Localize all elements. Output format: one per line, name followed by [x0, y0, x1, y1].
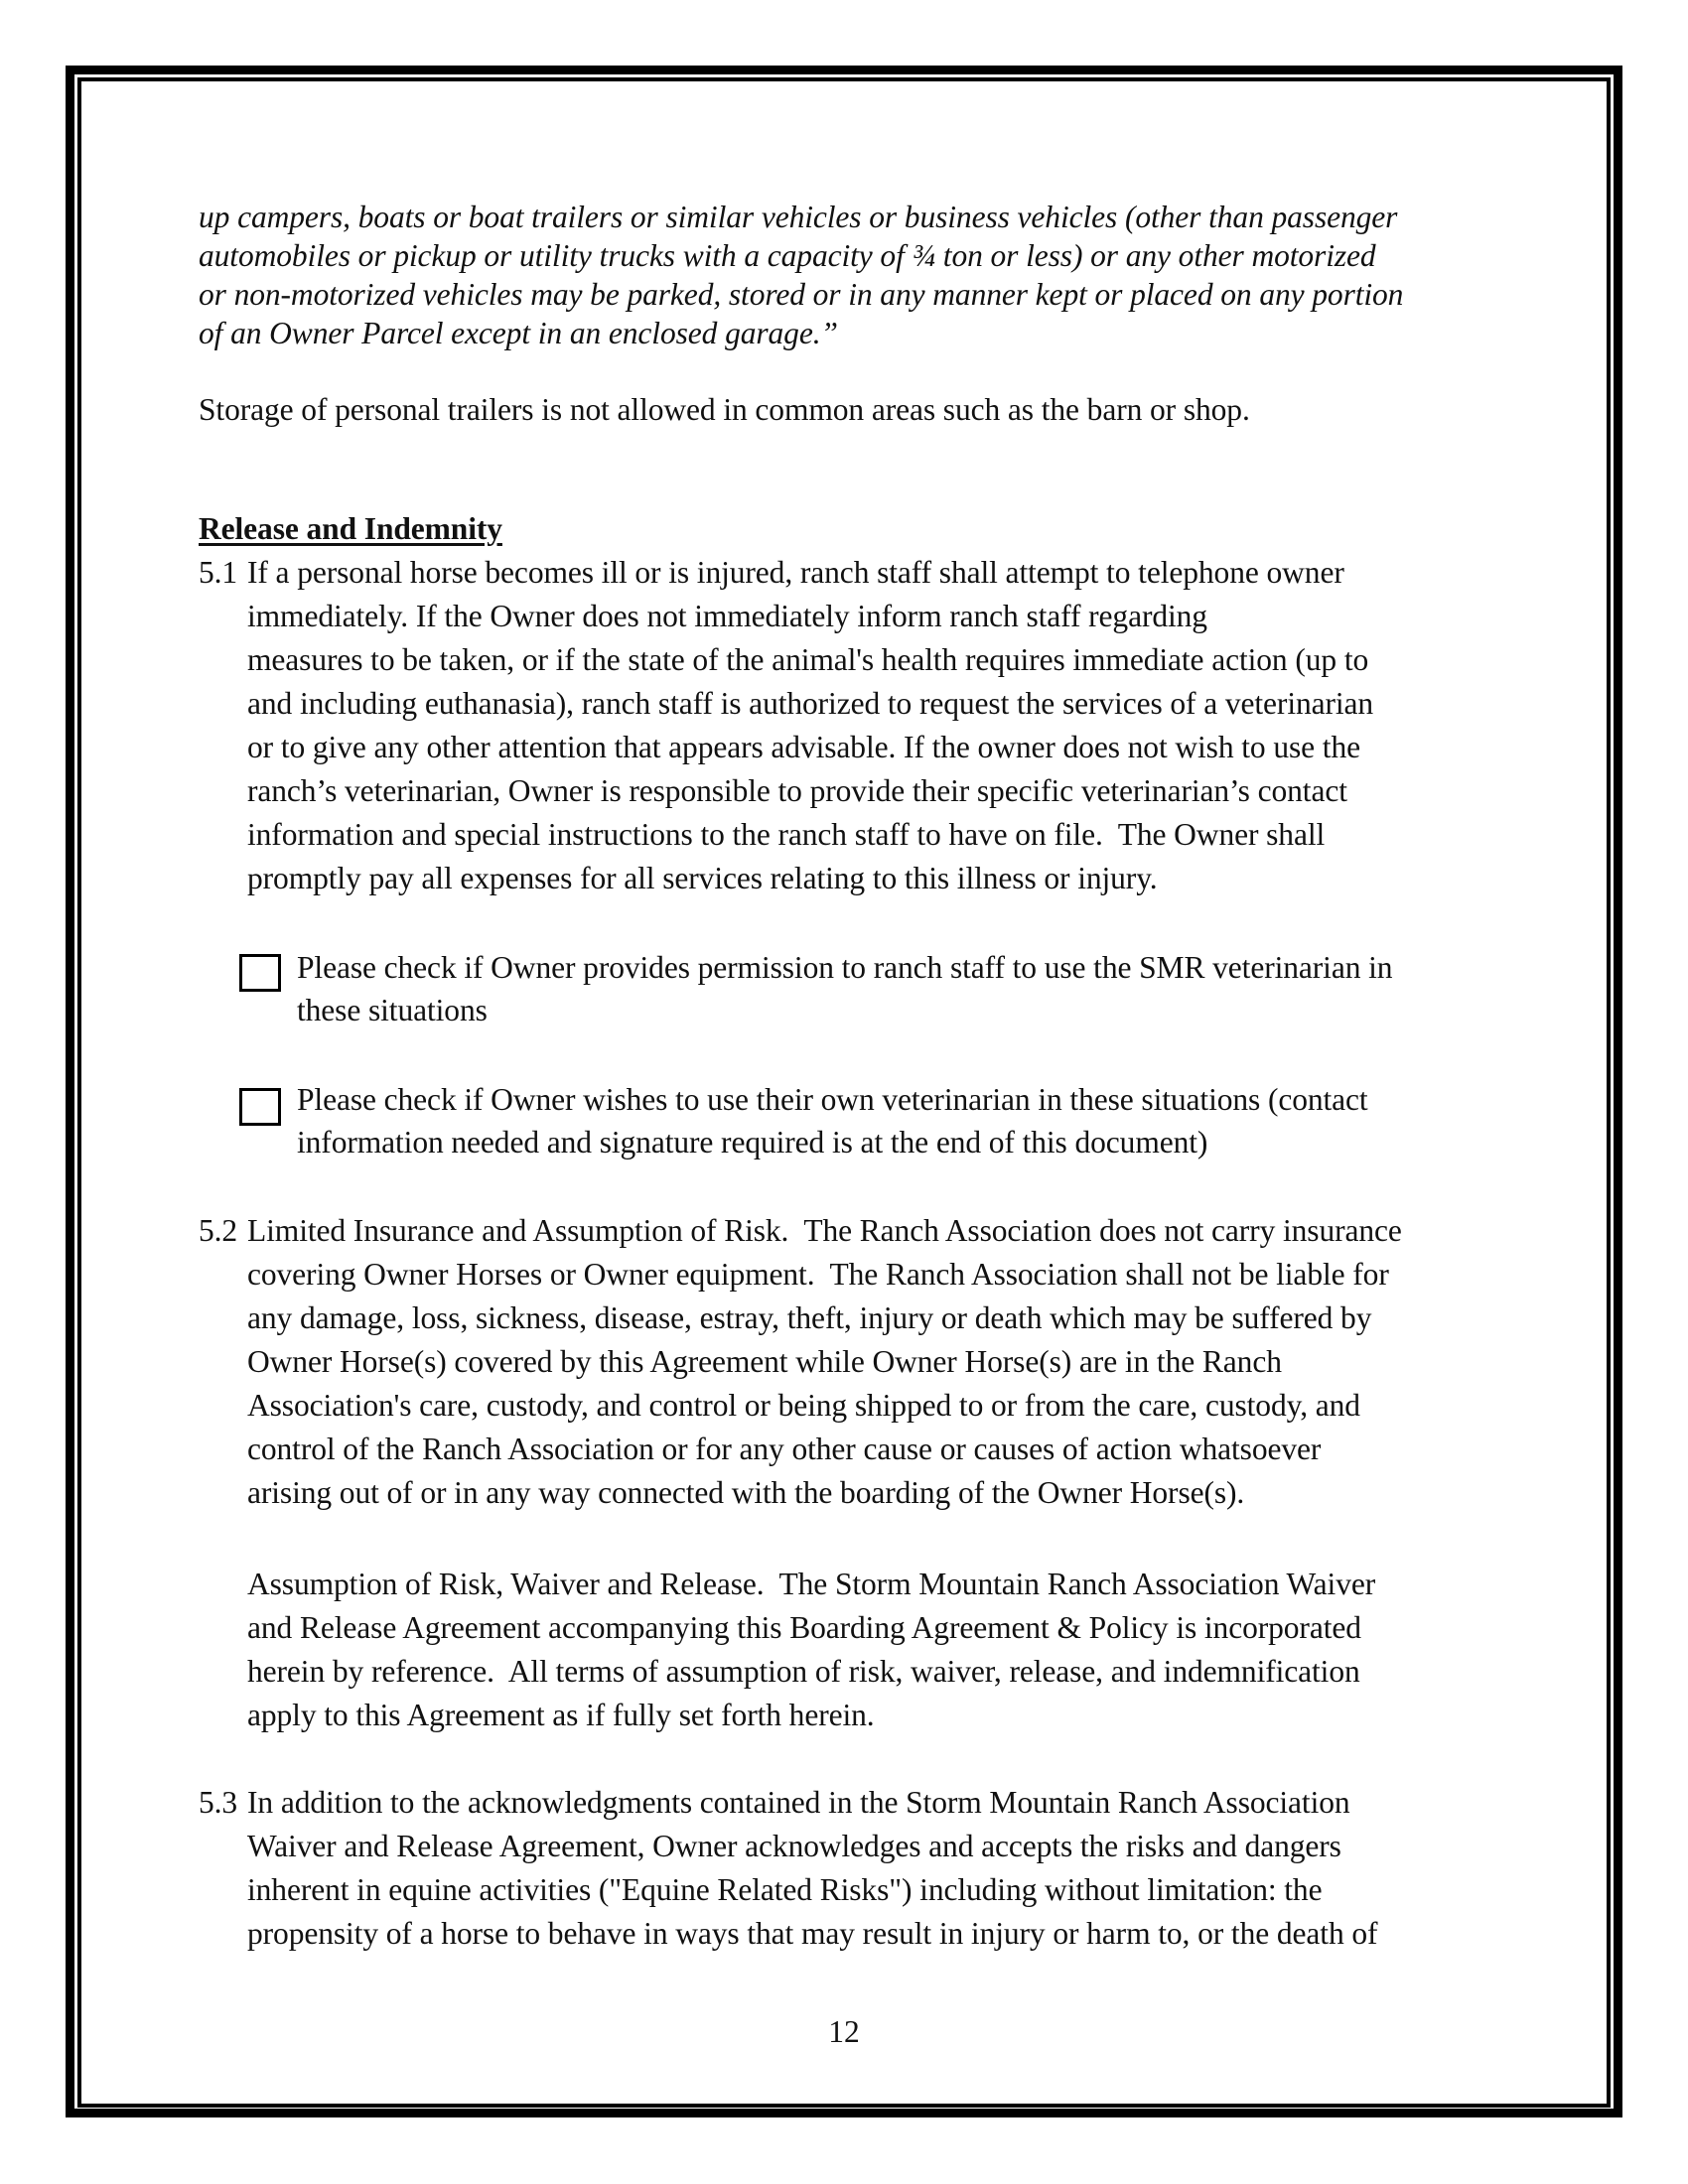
paragraph-line: If a personal horse becomes ill or is injured, ranch staff shall attempt to telephone owner	[247, 555, 1344, 590]
section-number: 5.3	[199, 1785, 238, 1820]
paragraph-line: Owner Horse(s) covered by this Agreement while Owner Horse(s) are in the Ranch	[247, 1344, 1282, 1379]
page-number: 12	[828, 2014, 860, 2049]
paragraph-line: promptly pay all expenses for all services relating to this illness or injury.	[247, 861, 1158, 895]
paragraph-line: propensity of a horse to behave in ways that may result in injury or harm to, or the death of	[247, 1916, 1378, 1951]
paragraph-line: immediately. If the Owner does not immediately inform ranch staff regarding	[247, 599, 1207, 633]
quote-line: automobiles or pickup or utility trucks with a capacity of ¾ ton or less) or any other motorized	[199, 238, 1376, 273]
checkbox-label: information needed and signature required is at the end of this document)	[297, 1125, 1208, 1160]
checkbox-label: Please check if Owner wishes to use their own veterinarian in these situations (contact	[297, 1082, 1368, 1117]
paragraph-line: arising out of or in any way connected with the boarding of the Owner Horse(s).	[247, 1475, 1245, 1510]
checkbox-label: these situations	[297, 993, 488, 1027]
section-heading: Release and Indemnity	[199, 511, 502, 546]
smr-veterinarian-checkbox[interactable]	[239, 954, 281, 992]
paragraph-line: ranch’s veterinarian, Owner is responsible to provide their specific veterinarian’s contact	[247, 773, 1347, 808]
section-number: 5.1	[199, 555, 238, 590]
paragraph-line: and including euthanasia), ranch staff is authorized to request the services of a veterinarian	[247, 686, 1374, 721]
paragraph-line: In addition to the acknowledgments contained in the Storm Mountain Ranch Association	[247, 1785, 1350, 1820]
paragraph-line: herein by reference. All terms of assumption of risk, waiver, release, and indemnification	[247, 1654, 1360, 1689]
paragraph-line: Waiver and Release Agreement, Owner acknowledges and accepts the risks and dangers	[247, 1829, 1341, 1863]
own-veterinarian-checkbox[interactable]	[239, 1088, 281, 1126]
quote-line: of an Owner Parcel except in an enclosed garage.”	[199, 316, 838, 350]
paragraph-line: or to give any other attention that appears advisable. If the owner does not wish to use the	[247, 730, 1360, 764]
quote-line: or non-motorized vehicles may be parked, stored or in any manner kept or placed on any portion	[199, 277, 1404, 312]
quote-line: up campers, boats or boat trailers or similar vehicles or business vehicles (other than passenger	[199, 200, 1398, 234]
paragraph-line: information and special instructions to the ranch staff to have on file. The Owner shall	[247, 817, 1326, 852]
paragraph-line: apply to this Agreement as if fully set forth herein.	[247, 1698, 875, 1732]
paragraph-line: Association's care, custody, and control or being shipped to or from the care, custody, and	[247, 1388, 1360, 1423]
paragraph-line: covering Owner Horses or Owner equipment. The Ranch Association shall not be liable for	[247, 1257, 1389, 1292]
paragraph-line: measures to be taken, or if the state of the animal's health requires immediate action (up to	[247, 642, 1369, 677]
paragraph-line: inherent in equine activities ("Equine Related Risks") including without limitation: the	[247, 1872, 1323, 1907]
section-number: 5.2	[199, 1213, 238, 1248]
paragraph-line: Limited Insurance and Assumption of Risk. The Ranch Association does not carry insurance	[247, 1213, 1402, 1248]
paragraph-line: any damage, loss, sickness, disease, estray, theft, injury or death which may be suffered by	[247, 1300, 1372, 1335]
storage-note: Storage of personal trailers is not allowed in common areas such as the barn or shop.	[199, 392, 1250, 427]
paragraph-line: Assumption of Risk, Waiver and Release. The Storm Mountain Ranch Association Waiver	[247, 1567, 1376, 1601]
checkbox-label: Please check if Owner provides permission to ranch staff to use the SMR veterinarian in	[297, 950, 1393, 985]
paragraph-line: and Release Agreement accompanying this Boarding Agreement & Policy is incorporated	[247, 1610, 1361, 1645]
paragraph-line: control of the Ranch Association or for any other cause or causes of action whatsoever	[247, 1432, 1322, 1466]
